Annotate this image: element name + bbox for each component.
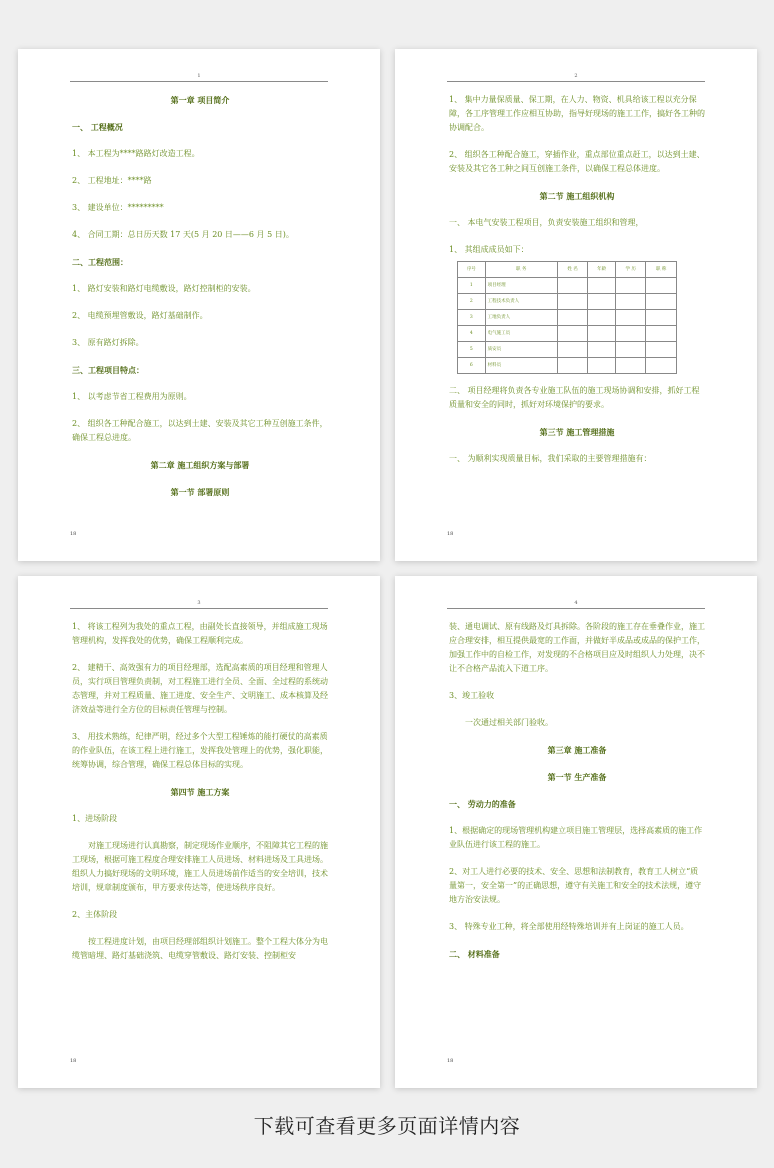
table-cell bbox=[615, 342, 646, 358]
table-cell bbox=[615, 310, 646, 326]
subsection-heading: 第三章 施工准备 bbox=[547, 745, 607, 755]
table-cell: 工程技术负责人 bbox=[485, 294, 557, 310]
chapter-heading: 第一章 项目简介 bbox=[170, 95, 230, 105]
table-cell bbox=[557, 278, 588, 294]
table-cell: 2 bbox=[458, 294, 486, 310]
document-page-2 bbox=[395, 49, 757, 561]
page-number: 1 bbox=[197, 73, 201, 79]
page-number: 4 bbox=[574, 600, 578, 606]
paragraph: 1、 路灯安装和路灯电缆敷设，路灯控制柜的安装。 bbox=[72, 284, 256, 293]
paragraph: 2、 建精干、高效强有力的项目经理部，选配高素质的项目经理和管理人员，实行项目管理负责制，对工程施工进行全员、全面、全过程的系统动态管理，并对工程质量、施工进度、安全生产、文明施工、成本核算及经济效益等进行全方位的目标责任管理与控制。 bbox=[72, 663, 328, 714]
paragraph: 1、 以考虑节省工程费用为原则。 bbox=[72, 392, 192, 401]
page-content bbox=[72, 93, 328, 512]
document-page-4 bbox=[395, 576, 757, 1088]
paragraph: 2、 组织各工种配合施工，穿插作业，重点部位重点赶工，以达到土建、安装及其它各工种之间互创施工条件，以确保工程总体进度。 bbox=[449, 150, 705, 173]
paragraph: 3、竣工验收 bbox=[449, 691, 495, 700]
paragraph: 3、 特殊专业工种，将全部使用经特殊培训并有上岗证的施工人员。 bbox=[449, 922, 689, 931]
paragraph: 1、 将该工程列为我处的重点工程，由副处长直接领导，并组成施工现场管理机构，发挥我处的优势，确保工程顺利完成。 bbox=[72, 622, 328, 645]
paragraph: 3、 用技术熟练，纪律严明，经过多个大型工程锤炼的能打硬仗的高素质的作业队伍，在该工程上进行施工，发挥我处管理上的优势，强化职能，统筹协调，综合管理，确保工程总体目标的实现。 bbox=[72, 732, 328, 769]
section-heading: 一、 劳动力的准备 bbox=[449, 799, 516, 809]
subsection-heading: 第一节 生产准备 bbox=[547, 772, 607, 782]
staff-table bbox=[457, 261, 677, 374]
table-row bbox=[458, 278, 677, 294]
paragraph: 装、通电调试、原有线路及灯具拆除。各阶段的施工存在垂叠作业，施工应合理安排，相互提供最宽的工作面，并做好半成品或成品的保护工作，加强工作中的自检工作，对发现的不合格项目应及时组织人力处理，决不让不合格产品流入下道工序。 bbox=[449, 622, 705, 673]
paragraph: 对施工现场进行认真勘察，制定现场作业顺序，不阻障其它工程的施工现场，根据可施工程度合理安排施工人员进场、材料进场及工具进场。组织人力搞好现场的文明环境，施工人员进场前作适当的安全培训，技术培训，规章制度颁布，甲方要求传达等，使进场秩序良好。 bbox=[72, 841, 328, 892]
table-cell bbox=[588, 294, 616, 310]
paragraph: 按工程进度计划，由项目经理部组织计划施工。整个工程大体分为电缆管暗埋、路灯基础浇筑、电缆穿管敷设、路灯安装、控制柜安 bbox=[72, 937, 328, 960]
page-number: 3 bbox=[197, 600, 201, 606]
table-header-row bbox=[458, 262, 677, 278]
table-cell: 5 bbox=[458, 342, 486, 358]
header-rule bbox=[447, 608, 705, 609]
paragraph: 3、 原有路灯拆除。 bbox=[72, 338, 144, 347]
table-cell bbox=[615, 326, 646, 342]
table-row bbox=[458, 358, 677, 374]
paragraph: 4、 合同工期：总日历天数 17 天(5 月 20 日——6 月 5 日)。 bbox=[72, 230, 294, 239]
table-cell bbox=[557, 326, 588, 342]
page-footer: 18 bbox=[70, 1058, 77, 1064]
paragraph: 2、主体阶段 bbox=[72, 910, 118, 919]
table-header-cell: 序号 bbox=[458, 262, 486, 278]
page-footer: 18 bbox=[447, 1058, 454, 1064]
section-heading: 二、 材料准备 bbox=[449, 949, 500, 959]
section-heading: 三、工程项目特点： bbox=[72, 365, 144, 375]
subsection-heading: 第三节 施工管理措施 bbox=[539, 427, 615, 437]
table-cell bbox=[588, 278, 616, 294]
table-row bbox=[458, 310, 677, 326]
table-cell bbox=[588, 358, 616, 374]
table-cell bbox=[646, 342, 677, 358]
paragraph: 2、对工人进行必要的技术、安全、思想和法制教育，教育工人树立“质量第一，安全第一”的正确思想，遵守有关施工和安全的技术法规，遵守地方治安法规。 bbox=[449, 867, 702, 904]
page-number: 2 bbox=[574, 73, 578, 79]
table-header-cell: 姓 名 bbox=[557, 262, 588, 278]
table-header-cell: 职 务 bbox=[485, 262, 557, 278]
table-cell bbox=[588, 326, 616, 342]
subsection-heading: 第一节 部署原则 bbox=[170, 487, 230, 497]
header-rule bbox=[447, 81, 705, 82]
paragraph: 2、 组织各工种配合施工，以达到土建、安装及其它工种互创施工条件，确保工程总进度。 bbox=[72, 419, 328, 442]
paragraph: 一、 本电气安装工程项目，负责安装施工组织和管理， bbox=[449, 218, 644, 227]
header-rule bbox=[70, 608, 328, 609]
subsection-heading: 第二章 施工组织方案与部署 bbox=[150, 460, 250, 470]
table-cell bbox=[557, 310, 588, 326]
table-cell bbox=[557, 294, 588, 310]
table-cell bbox=[646, 278, 677, 294]
download-more-caption[interactable]: 下载可查看更多页面详情内容 bbox=[253, 1114, 521, 1138]
table-cell: 电气施工员 bbox=[485, 326, 557, 342]
table-cell: 6 bbox=[458, 358, 486, 374]
table-cell bbox=[557, 342, 588, 358]
table-cell bbox=[588, 310, 616, 326]
paragraph: 1、 其组成成员如下： bbox=[449, 245, 529, 254]
header-rule bbox=[70, 81, 328, 82]
table-cell: 材料员 bbox=[485, 358, 557, 374]
table-cell bbox=[615, 294, 646, 310]
page-content bbox=[449, 93, 705, 479]
section-heading: 一、 工程概况 bbox=[72, 122, 123, 132]
paragraph: 二、 项目经理将负责各专业施工队伍的施工现场协调和安排，抓好工程质量和安全的同时，抓好对环境保护的要求。 bbox=[449, 386, 700, 409]
section-heading: 二、工程范围： bbox=[72, 257, 128, 267]
table-header-cell: 年龄 bbox=[588, 262, 616, 278]
table-cell bbox=[646, 310, 677, 326]
table-cell bbox=[646, 358, 677, 374]
paragraph: 一、 为顺利实现质量目标，我们采取的主要管理措施有： bbox=[449, 454, 652, 463]
paragraph: 2、 工程地址：****路 bbox=[72, 176, 152, 185]
table-cell: 4 bbox=[458, 326, 486, 342]
table-row bbox=[458, 294, 677, 310]
document-page-1 bbox=[18, 49, 380, 561]
table-cell bbox=[646, 294, 677, 310]
page-footer: 18 bbox=[70, 531, 77, 537]
paragraph: 一次通过相关部门验收。 bbox=[465, 718, 553, 727]
table-header-cell: 学 历 bbox=[615, 262, 646, 278]
table-cell: 质安员 bbox=[485, 342, 557, 358]
table-cell bbox=[646, 326, 677, 342]
table-cell: 工地负责人 bbox=[485, 310, 557, 326]
paragraph: 3、 建设单位：********* bbox=[72, 203, 164, 212]
table-row bbox=[458, 326, 677, 342]
paragraph: 1、 本工程为****路路灯改造工程。 bbox=[72, 149, 200, 158]
page-content bbox=[72, 620, 328, 976]
paragraph: 1、 集中力量保质量、保工期，在人力、物资、机具给该工程以充分保障，各工序管理工作应相互协助，指导好现场的施工工作，搞好各工种的协调配合。 bbox=[449, 95, 705, 132]
document-page-3 bbox=[18, 576, 380, 1088]
subsection-heading: 第四节 施工方案 bbox=[170, 787, 230, 797]
table-cell: 1 bbox=[458, 278, 486, 294]
page-footer: 18 bbox=[447, 531, 454, 537]
table-header-cell: 职 称 bbox=[646, 262, 677, 278]
table-cell bbox=[615, 358, 646, 374]
table-cell: 项目经理 bbox=[485, 278, 557, 294]
paragraph: 1、根据确定的现场管理机构建立项目施工管理层，选择高素质的施工作业队伍进行该工程的施工。 bbox=[449, 826, 703, 849]
paragraph: 2、 电缆预埋管敷设，路灯基础制作。 bbox=[72, 311, 208, 320]
paragraph: 1、进场阶段 bbox=[72, 814, 118, 823]
subsection-heading: 第二节 施工组织机构 bbox=[539, 191, 615, 201]
table-cell bbox=[615, 278, 646, 294]
table-cell: 3 bbox=[458, 310, 486, 326]
table-cell bbox=[588, 342, 616, 358]
table-row bbox=[458, 342, 677, 358]
page-content bbox=[449, 620, 705, 974]
table-cell bbox=[557, 358, 588, 374]
